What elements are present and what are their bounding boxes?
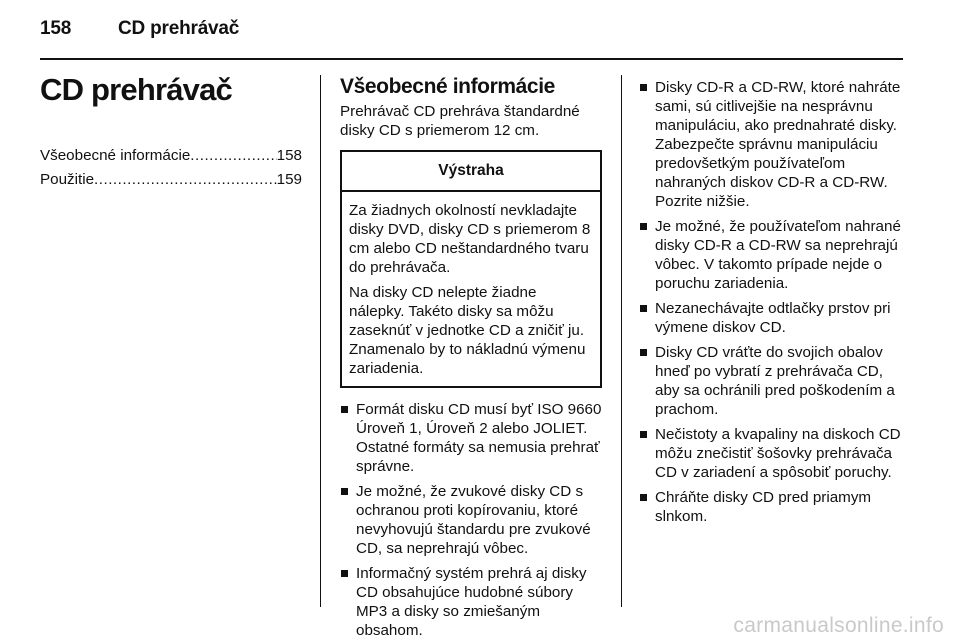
list-item-text: Disky CD vráťte do svojich obalov hneď po vybratí z prehrávača CD, aby sa ochránili pred poškodením a prachom. (655, 344, 895, 418)
page-header (40, 18, 920, 58)
toc-page-number: 158 (276, 147, 302, 164)
list-item (639, 217, 901, 293)
list-item-text: Disky CD-R a CD-RW, ktoré nahráte sami, sú citlivejšie na nesprávnu manipuláciu, ako prednahraté disky. Zabezpečte správnu manipuláciu predovšetkým používateľom nahraných diskov CD-R a CD-RW. Pozrite nižšie. (655, 79, 901, 210)
toc-label: Všeobecné informácie (40, 147, 191, 164)
bullet-list-col2 (340, 400, 602, 640)
warning-paragraph: Za žiadnych okolností nevkladajte disky DVD, disky CD s priemerom 8 cm alebo CD neštandardného tvaru do prehrávača. (349, 202, 591, 276)
list-item (639, 425, 901, 482)
list-item (340, 400, 602, 476)
square-bullet-icon (640, 349, 647, 356)
square-bullet-icon (640, 84, 647, 91)
list-item (639, 299, 901, 337)
list-item-text: Je možné, že používateľom nahrané disky CD-R a CD-RW sa neprehrajú vôbec. V takomto prípade nejde o poruchu zariadenia. (655, 218, 901, 292)
toc-leader-dots (190, 144, 276, 168)
list-item (340, 482, 602, 558)
list-item (639, 78, 901, 211)
toc-label: Použitie (40, 171, 95, 188)
square-bullet-icon (640, 223, 647, 230)
column-1 (40, 70, 302, 192)
watermark: carmanualsonline.info (733, 614, 944, 637)
page-number: 158 (40, 18, 72, 39)
square-bullet-icon (640, 494, 647, 501)
list-item-text: Chráňte disky CD pred priamym slnkom. (655, 489, 872, 525)
warning-body (342, 192, 600, 386)
toc-entry-usage[interactable] (40, 168, 302, 192)
toc-leader-dots (94, 168, 277, 192)
section-intro: Prehrávač CD prehráva štandardné disky CD s priemerom 12 cm. (340, 103, 580, 139)
toc-entry-general-info[interactable] (40, 144, 302, 168)
column-3 (639, 78, 901, 532)
chapter-title: CD prehrávač (40, 72, 232, 107)
toc-page-number: 159 (276, 171, 302, 188)
column-divider-1 (320, 75, 321, 607)
warning-paragraph: Na disky CD nelepte žiadne nálepky. Takéto disky sa môžu zaseknúť v jednotke CD a zničiť ju. Znamenalo by to nákladnú výmenu zariadenia. (349, 284, 586, 377)
list-item (639, 343, 901, 419)
square-bullet-icon (640, 431, 647, 438)
column-divider-2 (621, 75, 622, 607)
list-item (639, 488, 901, 526)
list-item (340, 564, 602, 640)
square-bullet-icon (341, 488, 348, 495)
warning-title: Výstraha (342, 152, 600, 192)
table-of-contents (40, 144, 302, 192)
square-bullet-icon (341, 570, 348, 577)
list-item-text: Je možné, že zvukové disky CD s ochranou proti kopírovaniu, ktoré nevyhovujú štandardu pre zvukové CD, sa neprehrajú vôbec. (356, 483, 591, 557)
column-2 (340, 74, 602, 642)
bullet-list-col3 (639, 78, 901, 526)
list-item-text: Formát disku CD musí byť ISO 9660 Úroveň 1, Úroveň 2 alebo JOLIET. Ostatné formáty sa nemusia prehrať správne. (356, 401, 602, 475)
header-rule (40, 58, 903, 60)
list-item-text: Informačný systém prehrá aj disky CD obsahujúce hudobné súbory MP3 a disky so zmiešaným obsahom. (356, 565, 587, 639)
square-bullet-icon (640, 305, 647, 312)
list-item-text: Nečistoty a kvapaliny na diskoch CD môžu znečistiť šošovky prehrávača CD v zariadení a spôsobiť poruchy. (655, 426, 901, 481)
warning-box (340, 150, 602, 388)
section-title: Všeobecné informácie (340, 75, 555, 98)
square-bullet-icon (341, 406, 348, 413)
running-title: CD prehrávač (118, 18, 240, 39)
list-item-text: Nezanechávajte odtlačky prstov pri výmene diskov CD. (655, 300, 891, 336)
